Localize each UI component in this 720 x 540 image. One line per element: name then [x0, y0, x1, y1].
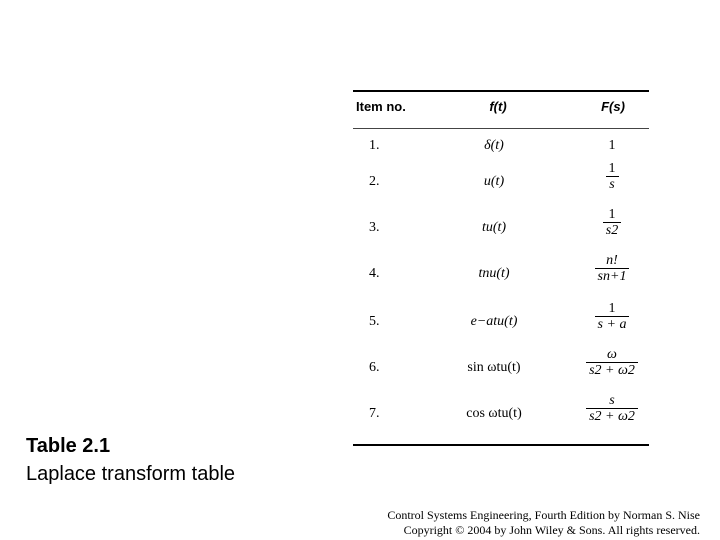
time-function [439, 220, 549, 236]
time-function-text: sin ωtu(t) [467, 360, 521, 375]
laplace-transform-table [353, 90, 649, 446]
item-number: 4. [369, 266, 380, 281]
header-f-of-t: f(t) [489, 99, 507, 114]
credit-line-book: Control Systems Engineering, Fourth Edition by Norman S. Nise [387, 508, 700, 522]
time-function-text: tnu(t) [478, 266, 510, 281]
table-top-rule [353, 90, 649, 92]
table-row [353, 162, 649, 208]
time-function [439, 174, 549, 190]
fraction-denominator: s2 + ω2 [586, 362, 638, 378]
fraction-numerator: 1 [608, 161, 616, 176]
time-function-text: δ(t) [484, 138, 504, 153]
time-function [439, 406, 549, 422]
laplace-transform [579, 254, 645, 284]
fraction-denominator: s + a [595, 316, 630, 332]
fraction-numerator: s [609, 393, 615, 408]
fraction-denominator: s2 [603, 222, 621, 238]
table-bottom-rule [353, 444, 649, 446]
laplace-transform [579, 208, 645, 238]
item-number: 7. [369, 406, 380, 421]
fraction-numerator: 1 [608, 207, 616, 222]
fraction [595, 302, 630, 332]
item-number: 1. [369, 138, 380, 153]
fraction-numerator: ω [607, 347, 617, 362]
table-row [353, 254, 649, 300]
credit-line-copyright: Copyright © 2004 by John Wiley & Sons. All rights reserved. [403, 523, 700, 537]
laplace-transform [579, 302, 645, 332]
time-function-text: u(t) [483, 174, 505, 189]
header-F-of-s: F(s) [601, 99, 625, 114]
laplace-transform [579, 394, 645, 424]
table-caption [26, 432, 235, 488]
table-header-rule [353, 128, 649, 129]
item-number: 6. [369, 360, 380, 375]
item-number: 5. [369, 314, 380, 329]
table-row [353, 302, 649, 348]
header-item-no: Item no. [356, 99, 406, 114]
laplace-transform: 1 [608, 138, 616, 153]
table-row [353, 208, 649, 254]
time-function [439, 360, 549, 376]
item-number: 2. [369, 174, 380, 189]
time-function-text: tu(t) [481, 220, 507, 235]
time-function-text: e−atu(t) [470, 314, 518, 329]
time-function [439, 138, 549, 154]
time-function-text: cos ωtu(t) [466, 406, 522, 421]
fraction-denominator: sn+1 [595, 268, 630, 284]
fraction-denominator: s [606, 176, 619, 192]
fraction [606, 162, 619, 192]
copyright-credit [387, 508, 700, 538]
item-number: 3. [369, 220, 380, 235]
caption-title: Laplace transform table [26, 463, 236, 485]
table-row [353, 394, 649, 440]
laplace-transform [579, 348, 645, 378]
time-function [439, 266, 549, 282]
fraction-numerator: 1 [608, 301, 616, 316]
fraction [595, 254, 630, 284]
fraction [586, 348, 638, 378]
fraction [586, 394, 638, 424]
laplace-transform [579, 162, 645, 192]
table-row [353, 348, 649, 394]
fraction-numerator: n! [606, 253, 618, 268]
fraction [603, 208, 621, 238]
caption-number: Table 2.1 [26, 435, 111, 457]
fraction-denominator: s2 + ω2 [586, 408, 638, 424]
time-function [439, 314, 549, 330]
